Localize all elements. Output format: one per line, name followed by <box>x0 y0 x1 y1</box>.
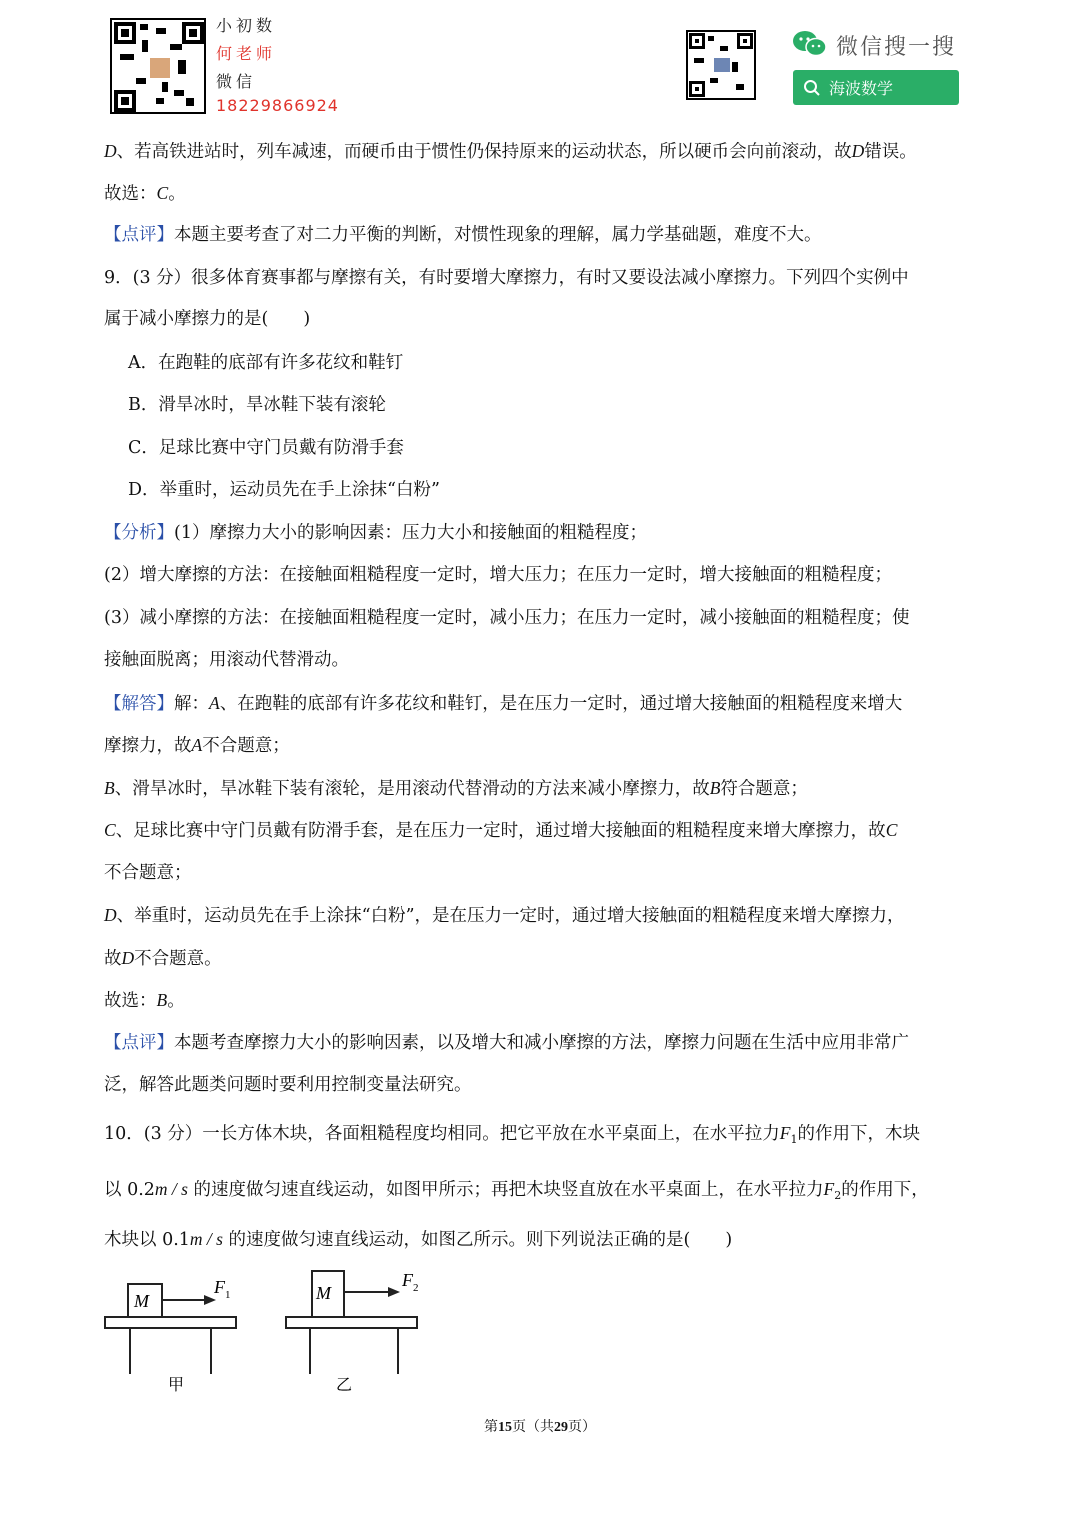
option-a: A．在跑鞋的底部有许多花纹和鞋钉 <box>128 353 404 373</box>
question-10-line-2: 以 0.2m / s 的速度做匀速直线运动，如图甲所示；再把木块竖直放在水平桌面上，在水平拉力$F_2$的作用下， <box>104 1179 929 1202</box>
handwriting-line-1: 小初数 <box>216 16 277 35</box>
solution-line-1: 【解答】解：A、在跑鞋的底部有许多花纹和鞋钉，是在压力一定时，通过增大接触面的粗糙程度来增大 <box>104 693 903 714</box>
phone-number: 18229866924 <box>216 96 339 115</box>
comment-9-line-2: 泛，解答此题类问题时要利用控制变量法研究。 <box>104 1075 472 1095</box>
search-label: 微信搜一搜 <box>836 35 957 60</box>
text-line-d-conclusion: D、若高铁进站时，列车减速，而硬币由于惯性仍保持原来的运动状态，所以硬币会向前滚动，故D错误。 <box>104 141 917 162</box>
analysis-line-1: 【分析】(1）摩擦力大小的影响因素：压力大小和接触面的粗糙程度； <box>104 523 647 543</box>
option-d: D．举重时，运动员先在手上涂抹“白粉” <box>128 480 440 500</box>
table-left <box>105 1317 236 1374</box>
solution-line-6: D、举重时，运动员先在手上涂抹“白粉”，是在压力一定时，通过增大接触面的粗糙程度来增大摩擦力， <box>104 905 905 926</box>
text-line-answer-c: 故选：C。 <box>104 183 186 204</box>
question-10-line-1: 10．(3 分）一长方体木块，各面粗糙程度均相同。把它平放在水平桌面上，在水平拉力$F_1$的作用下，木块 <box>104 1123 920 1146</box>
analysis-tag: 【分析】 <box>104 523 174 543</box>
handwriting-note <box>216 12 276 96</box>
caption-right: 乙 <box>336 1375 353 1394</box>
handwriting-line-2: 何老师 <box>216 44 277 63</box>
friction-figure <box>100 1262 430 1397</box>
solution-line-7: 故D不合题意。 <box>104 948 222 969</box>
option-b: B．滑旱冰时，旱冰鞋下装有滚轮 <box>128 395 386 415</box>
question-9-line-1: 9．(3 分）很多体育赛事都与摩擦有关，有时要增大摩擦力，有时又要设法减小摩擦力。下列四个实例中 <box>104 268 909 288</box>
comment-tag: 【点评】 <box>104 1033 174 1053</box>
text-line-comment-8: 【点评】本题主要考查了对二力平衡的判断，对惯性现象的理解，属力学基础题，难度不大。 <box>104 225 822 245</box>
search-icon <box>803 79 821 97</box>
qr-center-logo <box>712 56 732 74</box>
table-right <box>286 1317 417 1374</box>
account-search-label: 海波数学 <box>829 79 894 98</box>
page-total: 29 <box>554 1420 568 1435</box>
block-right-label: M <box>316 1283 331 1303</box>
solution-tag: 【解答】 <box>104 694 174 714</box>
wechat-icon <box>792 30 828 58</box>
question-10-line-3: 木块以 0.1m / s 的速度做匀速直线运动，如图乙所示。则下列说法正确的是( ) <box>104 1229 733 1250</box>
question-9-line-2: 属于减小摩擦力的是( ) <box>104 309 311 329</box>
solution-line-2: 摩擦力，故A不合题意； <box>104 735 290 756</box>
analysis-line-4: 接触面脱离；用滚动代替滑动。 <box>104 650 349 670</box>
account-qr-code <box>686 30 756 100</box>
force2-label: $F_2$ <box>402 1270 419 1294</box>
comment-tag: 【点评】 <box>104 225 174 245</box>
page-footer: 第15页（共29页） <box>484 1419 596 1435</box>
solution-line-answer: 故选：B。 <box>104 990 185 1011</box>
option-c: C．足球比赛中守门员戴有防滑手套 <box>128 438 404 458</box>
caption-left: 甲 <box>168 1375 185 1394</box>
force-arrow-right <box>344 1287 400 1297</box>
handwriting-line-3: 微信 <box>216 72 257 91</box>
analysis-line-3: (3）减小摩擦的方法：在接触面粗糙程度一定时，减小压力；在压力一定时，减小接触面的粗糙程度；使 <box>104 608 910 628</box>
avatar <box>148 56 172 80</box>
contact-qr-code <box>110 18 206 114</box>
force1-label: $F_1$ <box>214 1277 231 1301</box>
page-number: 15 <box>498 1420 512 1435</box>
analysis-line-2: (2）增大摩擦的方法：在接触面粗糙程度一定时，增大压力；在压力一定时，增大接触面的粗糙程度； <box>104 565 892 585</box>
comment-9-line-1: 【点评】本题考查摩擦力大小的影响因素，以及增大和减小摩擦的方法，摩擦力问题在生活中应用非常广 <box>104 1033 909 1053</box>
solution-line-4: C、足球比赛中守门员戴有防滑手套，是在压力一定时，通过增大接触面的粗糙程度来增大摩擦力，故C <box>104 820 898 841</box>
account-search-button[interactable] <box>793 70 959 105</box>
solution-line-3: B、滑旱冰时，旱冰鞋下装有滚轮，是用滚动代替滑动的方法来减小摩擦力，故B符合题意； <box>104 778 808 799</box>
solution-line-5: 不合题意； <box>104 863 192 883</box>
block-left-label: M <box>134 1291 149 1311</box>
force-arrow-left <box>162 1295 216 1305</box>
